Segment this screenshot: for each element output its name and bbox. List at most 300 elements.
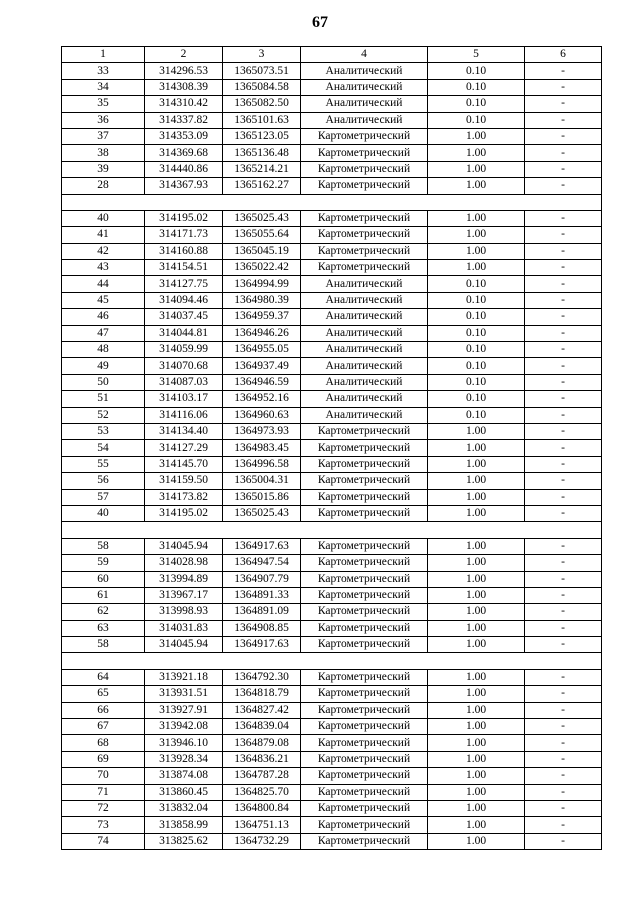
x-coordinate-cell: 314059.99 bbox=[145, 342, 223, 358]
method-cell: Аналитический bbox=[301, 325, 428, 341]
method-cell: Аналитический bbox=[301, 79, 428, 95]
table-row bbox=[62, 555, 602, 571]
method-cell: Аналитический bbox=[301, 112, 428, 128]
point-number-cell: 38 bbox=[62, 145, 145, 161]
y-coordinate-cell: 1364960.63 bbox=[223, 407, 301, 423]
separator-cell bbox=[62, 522, 602, 538]
point-number-cell: 40 bbox=[62, 210, 145, 226]
accuracy-cell: 1.00 bbox=[428, 260, 525, 276]
table-row bbox=[62, 489, 602, 505]
note-cell: - bbox=[525, 669, 602, 685]
accuracy-cell: 1.00 bbox=[428, 210, 525, 226]
point-number-cell: 60 bbox=[62, 571, 145, 587]
table-row bbox=[62, 719, 602, 735]
point-number-cell: 46 bbox=[62, 309, 145, 325]
method-cell: Аналитический bbox=[301, 309, 428, 325]
accuracy-cell: 1.00 bbox=[428, 128, 525, 144]
accuracy-cell: 1.00 bbox=[428, 161, 525, 177]
x-coordinate-cell: 313942.08 bbox=[145, 719, 223, 735]
method-cell: Картометрический bbox=[301, 178, 428, 194]
accuracy-cell: 1.00 bbox=[428, 637, 525, 653]
method-cell: Картометрический bbox=[301, 604, 428, 620]
x-coordinate-cell: 314171.73 bbox=[145, 227, 223, 243]
x-coordinate-cell: 314103.17 bbox=[145, 391, 223, 407]
x-coordinate-cell: 314369.68 bbox=[145, 145, 223, 161]
x-coordinate-cell: 313994.89 bbox=[145, 571, 223, 587]
point-number-cell: 71 bbox=[62, 784, 145, 800]
y-coordinate-cell: 1365101.63 bbox=[223, 112, 301, 128]
point-number-cell: 50 bbox=[62, 374, 145, 390]
y-coordinate-cell: 1364839.04 bbox=[223, 719, 301, 735]
y-coordinate-cell: 1364907.79 bbox=[223, 571, 301, 587]
table-row bbox=[62, 79, 602, 95]
point-number-cell: 58 bbox=[62, 637, 145, 653]
table-row bbox=[62, 751, 602, 767]
note-cell: - bbox=[525, 768, 602, 784]
x-coordinate-cell: 314127.75 bbox=[145, 276, 223, 292]
table-row bbox=[62, 768, 602, 784]
table-row bbox=[62, 473, 602, 489]
y-coordinate-cell: 1365025.43 bbox=[223, 505, 301, 521]
y-coordinate-cell: 1365045.19 bbox=[223, 243, 301, 259]
method-cell: Картометрический bbox=[301, 243, 428, 259]
table-row bbox=[62, 63, 602, 79]
accuracy-cell: 1.00 bbox=[428, 784, 525, 800]
note-cell: - bbox=[525, 374, 602, 390]
note-cell: - bbox=[525, 227, 602, 243]
x-coordinate-cell: 313858.99 bbox=[145, 817, 223, 833]
accuracy-cell: 1.00 bbox=[428, 571, 525, 587]
x-coordinate-cell: 313874.08 bbox=[145, 768, 223, 784]
method-cell: Картометрический bbox=[301, 456, 428, 472]
accuracy-cell: 1.00 bbox=[428, 768, 525, 784]
table-row bbox=[62, 669, 602, 685]
note-cell: - bbox=[525, 243, 602, 259]
method-cell: Картометрический bbox=[301, 669, 428, 685]
separator-cell bbox=[62, 194, 602, 210]
table-row bbox=[62, 161, 602, 177]
method-cell: Картометрический bbox=[301, 260, 428, 276]
note-cell: - bbox=[525, 800, 602, 816]
note-cell: - bbox=[525, 505, 602, 521]
y-coordinate-cell: 1364732.29 bbox=[223, 833, 301, 849]
note-cell: - bbox=[525, 587, 602, 603]
note-cell: - bbox=[525, 489, 602, 505]
method-cell: Картометрический bbox=[301, 719, 428, 735]
point-number-cell: 48 bbox=[62, 342, 145, 358]
method-cell: Аналитический bbox=[301, 391, 428, 407]
accuracy-cell: 0.10 bbox=[428, 112, 525, 128]
y-coordinate-cell: 1364787.28 bbox=[223, 768, 301, 784]
x-coordinate-cell: 314160.88 bbox=[145, 243, 223, 259]
point-number-cell: 73 bbox=[62, 817, 145, 833]
note-cell: - bbox=[525, 112, 602, 128]
y-coordinate-cell: 1364946.26 bbox=[223, 325, 301, 341]
point-number-cell: 28 bbox=[62, 178, 145, 194]
accuracy-cell: 1.00 bbox=[428, 456, 525, 472]
point-number-cell: 54 bbox=[62, 440, 145, 456]
table-row bbox=[62, 686, 602, 702]
point-number-cell: 43 bbox=[62, 260, 145, 276]
y-coordinate-cell: 1364973.93 bbox=[223, 423, 301, 439]
note-cell: - bbox=[525, 719, 602, 735]
table-row bbox=[62, 571, 602, 587]
x-coordinate-cell: 313927.91 bbox=[145, 702, 223, 718]
method-cell: Картометрический bbox=[301, 571, 428, 587]
accuracy-cell: 1.00 bbox=[428, 817, 525, 833]
y-coordinate-cell: 1364952.16 bbox=[223, 391, 301, 407]
accuracy-cell: 1.00 bbox=[428, 719, 525, 735]
point-number-cell: 52 bbox=[62, 407, 145, 423]
x-coordinate-cell: 314028.98 bbox=[145, 555, 223, 571]
method-cell: Картометрический bbox=[301, 637, 428, 653]
accuracy-cell: 1.00 bbox=[428, 833, 525, 849]
x-coordinate-cell: 314134.40 bbox=[145, 423, 223, 439]
x-coordinate-cell: 314337.82 bbox=[145, 112, 223, 128]
accuracy-cell: 1.00 bbox=[428, 620, 525, 636]
y-coordinate-cell: 1365022.42 bbox=[223, 260, 301, 276]
table-row bbox=[62, 178, 602, 194]
point-number-cell: 64 bbox=[62, 669, 145, 685]
point-number-cell: 42 bbox=[62, 243, 145, 259]
x-coordinate-cell: 314195.02 bbox=[145, 210, 223, 226]
accuracy-cell: 1.00 bbox=[428, 423, 525, 439]
method-cell: Картометрический bbox=[301, 702, 428, 718]
x-coordinate-cell: 314045.94 bbox=[145, 538, 223, 554]
accuracy-cell: 1.00 bbox=[428, 473, 525, 489]
point-number-cell: 74 bbox=[62, 833, 145, 849]
table-row bbox=[62, 423, 602, 439]
accuracy-cell: 1.00 bbox=[428, 686, 525, 702]
y-coordinate-cell: 1364825.70 bbox=[223, 784, 301, 800]
x-coordinate-cell: 314308.39 bbox=[145, 79, 223, 95]
x-coordinate-cell: 314127.29 bbox=[145, 440, 223, 456]
method-cell: Аналитический bbox=[301, 63, 428, 79]
y-coordinate-cell: 1365123.05 bbox=[223, 128, 301, 144]
x-coordinate-cell: 314440.86 bbox=[145, 161, 223, 177]
note-cell: - bbox=[525, 555, 602, 571]
method-cell: Аналитический bbox=[301, 292, 428, 308]
table-row bbox=[62, 292, 602, 308]
y-coordinate-cell: 1365082.50 bbox=[223, 96, 301, 112]
method-cell: Картометрический bbox=[301, 784, 428, 800]
point-number-cell: 39 bbox=[62, 161, 145, 177]
x-coordinate-cell: 314044.81 bbox=[145, 325, 223, 341]
x-coordinate-cell: 314353.09 bbox=[145, 128, 223, 144]
accuracy-cell: 0.10 bbox=[428, 309, 525, 325]
note-cell: - bbox=[525, 358, 602, 374]
table-separator-row bbox=[62, 653, 602, 669]
y-coordinate-cell: 1364836.21 bbox=[223, 751, 301, 767]
note-cell: - bbox=[525, 604, 602, 620]
note-cell: - bbox=[525, 145, 602, 161]
accuracy-cell: 0.10 bbox=[428, 325, 525, 341]
accuracy-cell: 1.00 bbox=[428, 555, 525, 571]
point-number-cell: 56 bbox=[62, 473, 145, 489]
y-coordinate-cell: 1364980.39 bbox=[223, 292, 301, 308]
coordinates-table bbox=[61, 46, 602, 850]
header-cell-x: 2 bbox=[145, 47, 223, 63]
table-row bbox=[62, 210, 602, 226]
method-cell: Картометрический bbox=[301, 751, 428, 767]
x-coordinate-cell: 314296.53 bbox=[145, 63, 223, 79]
y-coordinate-cell: 1364996.58 bbox=[223, 456, 301, 472]
y-coordinate-cell: 1365162.27 bbox=[223, 178, 301, 194]
note-cell: - bbox=[525, 473, 602, 489]
table-row bbox=[62, 800, 602, 816]
point-number-cell: 70 bbox=[62, 768, 145, 784]
x-coordinate-cell: 314367.93 bbox=[145, 178, 223, 194]
table-row bbox=[62, 391, 602, 407]
point-number-cell: 59 bbox=[62, 555, 145, 571]
y-coordinate-cell: 1364983.45 bbox=[223, 440, 301, 456]
note-cell: - bbox=[525, 702, 602, 718]
table-row bbox=[62, 833, 602, 849]
y-coordinate-cell: 1364947.54 bbox=[223, 555, 301, 571]
accuracy-cell: 0.10 bbox=[428, 276, 525, 292]
table-separator-row bbox=[62, 194, 602, 210]
note-cell: - bbox=[525, 637, 602, 653]
point-number-cell: 65 bbox=[62, 686, 145, 702]
point-number-cell: 66 bbox=[62, 702, 145, 718]
table-row bbox=[62, 325, 602, 341]
note-cell: - bbox=[525, 784, 602, 800]
point-number-cell: 63 bbox=[62, 620, 145, 636]
method-cell: Картометрический bbox=[301, 505, 428, 521]
accuracy-cell: 1.00 bbox=[428, 702, 525, 718]
note-cell: - bbox=[525, 440, 602, 456]
table-row bbox=[62, 817, 602, 833]
note-cell: - bbox=[525, 260, 602, 276]
note-cell: - bbox=[525, 309, 602, 325]
y-coordinate-cell: 1364955.05 bbox=[223, 342, 301, 358]
accuracy-cell: 1.00 bbox=[428, 604, 525, 620]
y-coordinate-cell: 1364946.59 bbox=[223, 374, 301, 390]
table-row bbox=[62, 735, 602, 751]
accuracy-cell: 1.00 bbox=[428, 735, 525, 751]
point-number-cell: 34 bbox=[62, 79, 145, 95]
x-coordinate-cell: 314195.02 bbox=[145, 505, 223, 521]
method-cell: Картометрический bbox=[301, 128, 428, 144]
x-coordinate-cell: 314173.82 bbox=[145, 489, 223, 505]
y-coordinate-cell: 1364917.63 bbox=[223, 637, 301, 653]
method-cell: Картометрический bbox=[301, 227, 428, 243]
table-row bbox=[62, 407, 602, 423]
point-number-cell: 36 bbox=[62, 112, 145, 128]
x-coordinate-cell: 314045.94 bbox=[145, 637, 223, 653]
note-cell: - bbox=[525, 342, 602, 358]
note-cell: - bbox=[525, 538, 602, 554]
y-coordinate-cell: 1365055.64 bbox=[223, 227, 301, 243]
x-coordinate-cell: 313832.04 bbox=[145, 800, 223, 816]
note-cell: - bbox=[525, 96, 602, 112]
y-coordinate-cell: 1364908.85 bbox=[223, 620, 301, 636]
method-cell: Картометрический bbox=[301, 538, 428, 554]
method-cell: Картометрический bbox=[301, 555, 428, 571]
method-cell: Картометрический bbox=[301, 587, 428, 603]
point-number-cell: 40 bbox=[62, 505, 145, 521]
method-cell: Картометрический bbox=[301, 735, 428, 751]
method-cell: Картометрический bbox=[301, 423, 428, 439]
note-cell: - bbox=[525, 686, 602, 702]
y-coordinate-cell: 1364827.42 bbox=[223, 702, 301, 718]
table-row bbox=[62, 260, 602, 276]
note-cell: - bbox=[525, 571, 602, 587]
method-cell: Картометрический bbox=[301, 768, 428, 784]
table-row bbox=[62, 276, 602, 292]
method-cell: Картометрический bbox=[301, 210, 428, 226]
accuracy-cell: 0.10 bbox=[428, 407, 525, 423]
y-coordinate-cell: 1365004.31 bbox=[223, 473, 301, 489]
point-number-cell: 72 bbox=[62, 800, 145, 816]
y-coordinate-cell: 1365084.58 bbox=[223, 79, 301, 95]
x-coordinate-cell: 313860.45 bbox=[145, 784, 223, 800]
x-coordinate-cell: 314145.70 bbox=[145, 456, 223, 472]
x-coordinate-cell: 313946.10 bbox=[145, 735, 223, 751]
table-row bbox=[62, 702, 602, 718]
note-cell: - bbox=[525, 79, 602, 95]
y-coordinate-cell: 1365214.21 bbox=[223, 161, 301, 177]
point-number-cell: 51 bbox=[62, 391, 145, 407]
accuracy-cell: 1.00 bbox=[428, 538, 525, 554]
method-cell: Картометрический bbox=[301, 145, 428, 161]
point-number-cell: 58 bbox=[62, 538, 145, 554]
note-cell: - bbox=[525, 456, 602, 472]
x-coordinate-cell: 313921.18 bbox=[145, 669, 223, 685]
header-cell-y: 3 bbox=[223, 47, 301, 63]
accuracy-cell: 0.10 bbox=[428, 358, 525, 374]
method-cell: Картометрический bbox=[301, 800, 428, 816]
header-cell-method: 4 bbox=[301, 47, 428, 63]
point-number-cell: 49 bbox=[62, 358, 145, 374]
y-coordinate-cell: 1364937.49 bbox=[223, 358, 301, 374]
accuracy-cell: 0.10 bbox=[428, 342, 525, 358]
y-coordinate-cell: 1364792.30 bbox=[223, 669, 301, 685]
accuracy-cell: 0.10 bbox=[428, 391, 525, 407]
header-cell-note: 6 bbox=[525, 47, 602, 63]
y-coordinate-cell: 1365025.43 bbox=[223, 210, 301, 226]
note-cell: - bbox=[525, 325, 602, 341]
accuracy-cell: 1.00 bbox=[428, 505, 525, 521]
method-cell: Картометрический bbox=[301, 489, 428, 505]
accuracy-cell: 1.00 bbox=[428, 800, 525, 816]
x-coordinate-cell: 313928.34 bbox=[145, 751, 223, 767]
y-coordinate-cell: 1364891.09 bbox=[223, 604, 301, 620]
table-body bbox=[62, 63, 602, 850]
accuracy-cell: 1.00 bbox=[428, 178, 525, 194]
y-coordinate-cell: 1365073.51 bbox=[223, 63, 301, 79]
note-cell: - bbox=[525, 391, 602, 407]
table-row bbox=[62, 112, 602, 128]
table-row bbox=[62, 128, 602, 144]
method-cell: Аналитический bbox=[301, 358, 428, 374]
point-number-cell: 41 bbox=[62, 227, 145, 243]
point-number-cell: 47 bbox=[62, 325, 145, 341]
table-row bbox=[62, 784, 602, 800]
table-row bbox=[62, 637, 602, 653]
note-cell: - bbox=[525, 817, 602, 833]
x-coordinate-cell: 314159.50 bbox=[145, 473, 223, 489]
table-row bbox=[62, 243, 602, 259]
point-number-cell: 44 bbox=[62, 276, 145, 292]
accuracy-cell: 1.00 bbox=[428, 145, 525, 161]
table-row bbox=[62, 505, 602, 521]
header-cell-accuracy: 5 bbox=[428, 47, 525, 63]
method-cell: Аналитический bbox=[301, 276, 428, 292]
method-cell: Аналитический bbox=[301, 407, 428, 423]
accuracy-cell: 1.00 bbox=[428, 440, 525, 456]
table-row bbox=[62, 440, 602, 456]
table-row bbox=[62, 620, 602, 636]
point-number-cell: 53 bbox=[62, 423, 145, 439]
table-row bbox=[62, 358, 602, 374]
accuracy-cell: 1.00 bbox=[428, 243, 525, 259]
accuracy-cell: 0.10 bbox=[428, 96, 525, 112]
x-coordinate-cell: 314310.42 bbox=[145, 96, 223, 112]
table-row bbox=[62, 587, 602, 603]
x-coordinate-cell: 314031.83 bbox=[145, 620, 223, 636]
header-row bbox=[62, 47, 602, 63]
y-coordinate-cell: 1364818.79 bbox=[223, 686, 301, 702]
table-row bbox=[62, 309, 602, 325]
method-cell: Картометрический bbox=[301, 686, 428, 702]
point-number-cell: 61 bbox=[62, 587, 145, 603]
table-row bbox=[62, 145, 602, 161]
accuracy-cell: 0.10 bbox=[428, 63, 525, 79]
y-coordinate-cell: 1364879.08 bbox=[223, 735, 301, 751]
x-coordinate-cell: 313998.93 bbox=[145, 604, 223, 620]
table-row bbox=[62, 538, 602, 554]
separator-cell bbox=[62, 653, 602, 669]
point-number-cell: 69 bbox=[62, 751, 145, 767]
point-number-cell: 68 bbox=[62, 735, 145, 751]
method-cell: Картометрический bbox=[301, 440, 428, 456]
accuracy-cell: 0.10 bbox=[428, 292, 525, 308]
accuracy-cell: 1.00 bbox=[428, 489, 525, 505]
x-coordinate-cell: 313967.17 bbox=[145, 587, 223, 603]
note-cell: - bbox=[525, 63, 602, 79]
note-cell: - bbox=[525, 620, 602, 636]
point-number-cell: 57 bbox=[62, 489, 145, 505]
note-cell: - bbox=[525, 423, 602, 439]
header-cell-point: 1 bbox=[62, 47, 145, 63]
y-coordinate-cell: 1364994.99 bbox=[223, 276, 301, 292]
note-cell: - bbox=[525, 276, 602, 292]
x-coordinate-cell: 314087.03 bbox=[145, 374, 223, 390]
y-coordinate-cell: 1364751.13 bbox=[223, 817, 301, 833]
method-cell: Картометрический bbox=[301, 817, 428, 833]
point-number-cell: 62 bbox=[62, 604, 145, 620]
table-row bbox=[62, 374, 602, 390]
method-cell: Аналитический bbox=[301, 96, 428, 112]
page-number: 67 bbox=[312, 14, 328, 31]
note-cell: - bbox=[525, 407, 602, 423]
method-cell: Аналитический bbox=[301, 374, 428, 390]
y-coordinate-cell: 1364800.84 bbox=[223, 800, 301, 816]
note-cell: - bbox=[525, 178, 602, 194]
point-number-cell: 67 bbox=[62, 719, 145, 735]
y-coordinate-cell: 1365015.86 bbox=[223, 489, 301, 505]
table-row bbox=[62, 456, 602, 472]
note-cell: - bbox=[525, 210, 602, 226]
table-row bbox=[62, 96, 602, 112]
x-coordinate-cell: 314154.51 bbox=[145, 260, 223, 276]
point-number-cell: 35 bbox=[62, 96, 145, 112]
x-coordinate-cell: 313931.51 bbox=[145, 686, 223, 702]
x-coordinate-cell: 314037.45 bbox=[145, 309, 223, 325]
accuracy-cell: 1.00 bbox=[428, 227, 525, 243]
accuracy-cell: 1.00 bbox=[428, 587, 525, 603]
